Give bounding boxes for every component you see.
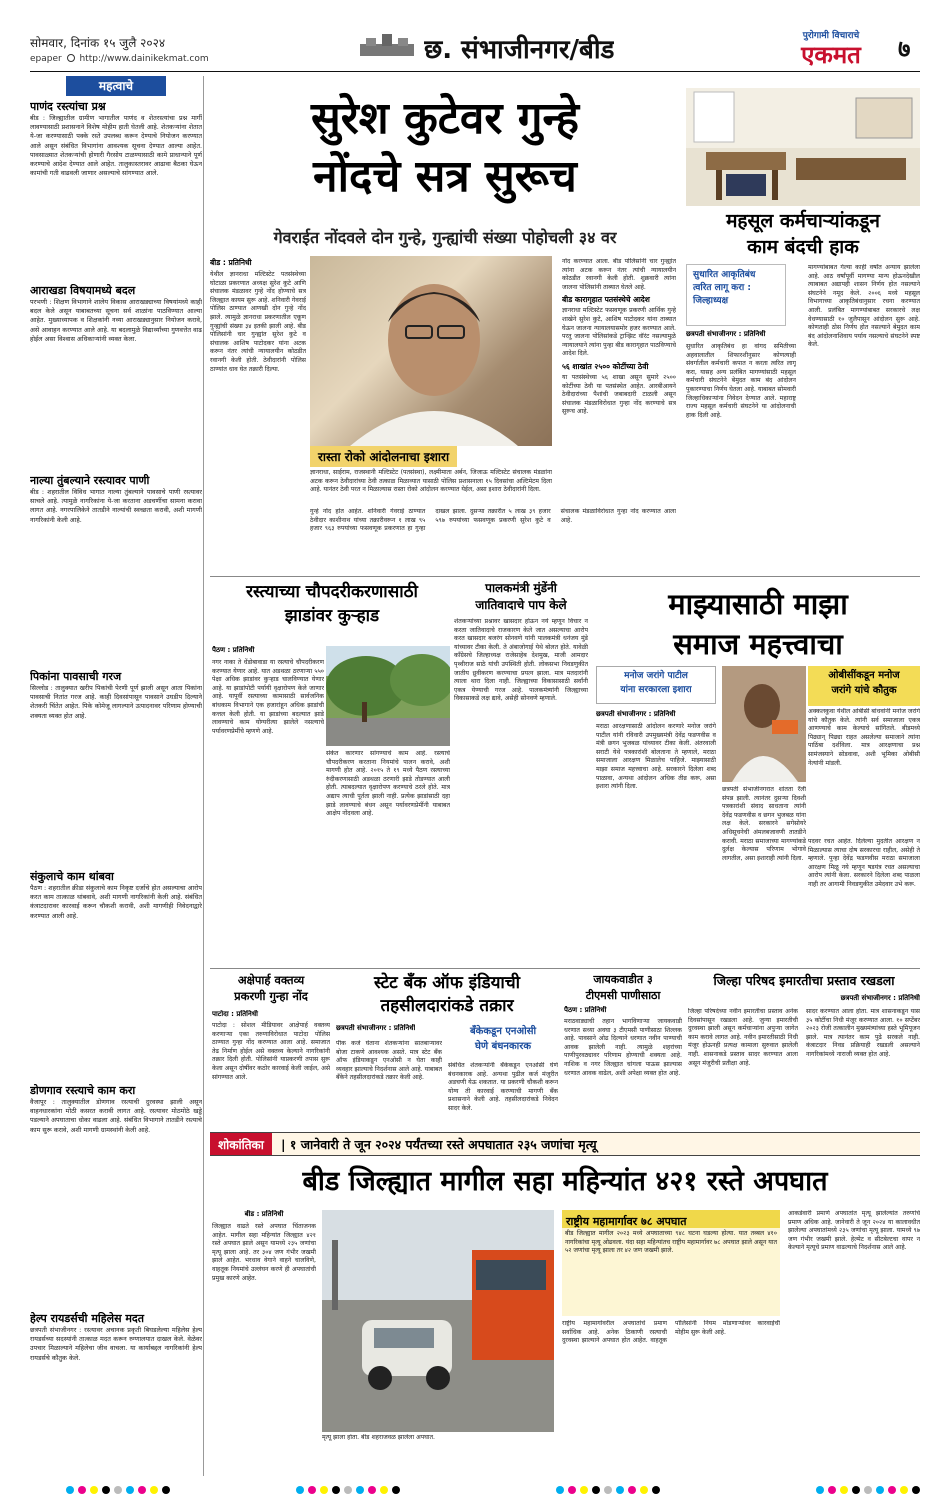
highlights-tag (66, 76, 166, 96)
registration-dot (126, 1486, 134, 1494)
registration-dot (616, 1486, 624, 1494)
registration-dot (900, 1486, 908, 1494)
brand-logo (776, 28, 886, 70)
jarange-col4-text: पदवर रचत आहेत. दिलेल्या मुदतीत आरक्षण न मिळाल्यास त्याचा दोष सरकारचा राहील, असेही ते म्हणाले. पुन्हा देवेंद्र फडणवीस मराठा समाजाला आरक्षण मिळू नये म्हणून षडयंत्र रचत असल्याचा आरोप त्यांनी केला. सरकारने दिलेला शब्द पाळला नाही तर आगामी निवडणुकीत उमेदवार उभे करू. (808, 838, 920, 888)
left-item-title: डोणगाव रस्त्याचे काम करा (30, 1084, 136, 1097)
sbi-column-1 (336, 1040, 442, 1128)
jarange-subhead-box (596, 666, 716, 704)
strike-headline-line1: महसूल कर्मचाऱ्यांकडून (726, 210, 880, 232)
complaint-dateline: पाटोदा : प्रतिनिधी (212, 1010, 258, 1018)
left-item-title: हेल्प रायडर्सची महिलेस मदत (30, 1312, 145, 1325)
brand-tagline: पुरोगामी विचाराचे (802, 31, 860, 41)
road-headline-line1: रस्त्याच्या चौपदरीकरणासाठी (246, 582, 418, 602)
sbi-headline-line2: तहसीलदारांकडे तक्रार (380, 996, 514, 1016)
accident-column-4 (788, 1210, 920, 1476)
lead-col2-caption: रास्ता रोको आंदोलनाचा इशारा (310, 446, 457, 467)
road-column-1 (212, 646, 324, 964)
left-item-body: परभणी : शिक्षण विभागाने शालेय विकास आराखड्याच्या विषयांमध्ये काही बदल केले असून याबाबतच्या सूचना सर्व शाळांना पाठविण्यात आल्या आहेत. मुख्याध्यापक व शिक्षकांनी नव्या आराखड्यानुसार नियोजन करावे, असे आवाहन करण्यात आले आहे. या बदलामुळे विद्यार्थ्यांच्या गुणवत्तेत वाढ होईल असा विश्वास अधिकाऱ्यांनी व्यक्त केला. (30, 298, 202, 343)
registration-dot (78, 1486, 86, 1494)
strike-sub-line1: सुधारित आकृतिबंध (693, 270, 756, 280)
registration-dot (392, 1486, 400, 1494)
jarange-column-2 (722, 786, 806, 964)
road-col1-text: नगर नाका ते धेंडोबावाडा या रस्त्याचे चौपदरीकरण करण्यात येणार आहे. यात अडथळा ठरणाऱ्या ५५० पेक्षा अधिक झाडांवर कुऱ्हाड चालविण्यात येणार आहे. या झाडांपोटी पर्यायी वृक्षारोपण केले जाणार आहे. यापूर्वी रस्त्याच्या कामासाठी सार्वजनिक बांधकाम विभागाने एक हजारांहून अधिक झाडांची कत्तल केली होती. या झाडांच्या बदल्यात झाडे लावण्याचे काम योग्यरीत्या झालेले नसल्याचे पर्यावरणप्रेमींचे म्हणणे आहे. (212, 659, 324, 735)
jarange-sub-line1: मनोज जरांगे पाटील (624, 671, 688, 681)
page-number: ७ (898, 35, 911, 63)
accident-col3-text: राष्ट्रीय महामार्गावरील अपघातांचे प्रमाण सर्वाधिक आहे. अनेक ठिकाणी रस्त्याची दुरवस्था झाल्याने अपघात होत आहेत. वाहतूक पोलिसांनी नियम मोडणाऱ्यांवर कारवाईची मोहीम सुरू केली आहे. (562, 1320, 780, 1345)
zp-column-2 (806, 1008, 920, 1128)
left-item-body: वैजापूर : तालुक्यातील डोणगाव रस्त्याची दुरवस्था झाली असून वाहनधारकांना मोठी कसरत करावी लागत आहे. रस्त्यावर मोठमोठे खड्डे पडल्याने अपघाताचा धोका वाढला आहे. संबंधित विभागाने तातडीने रस्त्याचे काम सुरू करावे, अशी मागणी ग्रामस्थांनी केली आहे. (30, 1098, 202, 1134)
suresh-kute-photo (310, 256, 552, 446)
sbi-subhead-box (448, 1024, 558, 1058)
road-dateline: पैठण : प्रतिनिधी (212, 646, 255, 654)
accident-dateline: बीड : प्रतिनिधी (244, 1210, 284, 1218)
strike-headline (686, 208, 920, 260)
banner-label: शोकांतिका (210, 1133, 272, 1156)
sbi-dateline: छत्रपती संभाजीनगर : प्रतिनिधी (336, 1024, 416, 1032)
jaikwadi-body-text: मराठवाड्याची तहान भागविणाऱ्या जायकवाडी धरणात सध्या अवघा ३ टीएमसी पाणीसाठा शिल्लक आहे. पावसाने ओढ दिल्याने धरणात नवीन पाण्याची आवक झालेली नाही. त्यामुळे शहरांच्या पाणीपुरवठ्यावर परिणाम होण्याची शक्यता आहे. नाशिक व नगर जिल्ह्यात चांगला पाऊस झाल्यास धरणात आवक वाढेल, अशी अपेक्षा व्यक्त होत आहे. (564, 1018, 682, 1077)
registration-dot (66, 1486, 74, 1494)
road-headline-line2: झाडांवर कुऱ्हाड (284, 606, 380, 626)
accident-column-1 (212, 1210, 316, 1476)
left-item-title: पाणंद रस्त्यांचा प्रश्न (30, 100, 106, 113)
left-item-4 (30, 670, 202, 870)
complaint-body-text: पाटोदा : सोशल मीडियावर आक्षेपार्ह वक्तव्य करणाऱ्या एका तरुणाविरोधात पाटोदा पोलिस ठाण्यात गुन्हा नोंद करण्यात आला आहे. समाजात तेढ निर्माण होईल असे वक्तव्य केल्याने नागरिकांनी तक्रार दिली होती. पोलिसांनी याप्रकरणी तपास सुरू केला असून दोषींवर कठोर कारवाई केली जाईल, असे सांगण्यात आले. (212, 1022, 330, 1081)
website-link[interactable]: http://www.dainikekmat.com (79, 54, 209, 64)
lead-col1-text: येथील ज्ञानराधा मल्टिस्टेट पतसंस्थेच्या घोटाळा प्रकरणात अध्यक्ष सुरेश कुटे आणि संचालक मंडळावर गुन्हे नोंद होण्याचे सत्र जिल्ह्यात कायम सुरू आहे. शनिवारी गेवराई पोलिस ठाण्यात आणखी दोन गुन्हे नोंद झाले. त्यामुळे ज्ञानराधा प्रकरणातील एकूण गुन्ह्यांची संख्या ३४ इतकी झाली आहे. बीड पोलिसांनी चार गुन्ह्यांत सुरेश कुटे व संचालक आशिष पाटोदकर यांना अटक करून नंतर त्यांची न्यायालयीन कोठडीत रवानगी केली होती. ठेवीदारांनी पोलिस ठाण्यांत धाव घेत तक्रारी दिल्या. (210, 271, 306, 373)
strike-column-1 (686, 330, 796, 570)
left-item-5 (30, 870, 202, 1084)
jaikwadi-headline-line2: टीएमसी पाणीसाठा (585, 989, 661, 1002)
lead-bottom-body: गुन्हे नोंद होत आहेत. शनिवारी गेवराई ठाण्यात ठेवीदार काशीनाथ यांच्या तक्रारीवरून १ लाख ९५ हजार ९६३ रुपयांच्या फसवणूक प्रकरणात हा गुन्हा दाखल झाला. दुसऱ्या तक्रारीत ५ लाख ३९ हजार ५९७ रुपयांच्या फसवणूक प्रकरणी सुरेश कुटे व संचालक मंडळाविरोधात गुन्हा नोंद करण्यात आला आहे. (310, 508, 676, 533)
globe-icon (67, 54, 75, 62)
jarange-headline-line1: माझ्यासाठी माझा (668, 587, 848, 621)
registration-dot (162, 1486, 170, 1494)
registration-dot (320, 1486, 328, 1494)
lead-subhead: गेवराईत नोंदवले दोन गुन्हे, गुन्ह्यांची संख्या पोहोचली ३४ वर (273, 228, 617, 247)
sbi-sub-line1: बँकेकडून एनओसी (469, 1026, 537, 1037)
lead-col3-text: नोंद करण्यात आला. बीड पोलिसांनी चार गुन्ह्यांत त्यांना अटक करून नंतर त्यांची न्यायालयीन कोठडीत रवानगी केली होती. शुक्रवारी त्यांना जालना पोलिसांनी ताब्यात घेतले आहे. (562, 258, 676, 291)
registration-dot (556, 1486, 564, 1494)
epaper-line (30, 54, 209, 64)
highway-box (562, 1228, 780, 1316)
lead-col3-subhead-2: ५६ शाखांत २५०० कोटींच्या ठेवी (562, 361, 649, 371)
jarange-headline-line2: समाज महत्त्वाचा (673, 627, 843, 661)
registration-dot (816, 1486, 824, 1494)
registration-dot (380, 1486, 388, 1494)
obc-praise-box (808, 666, 920, 706)
sbi-headline (336, 972, 558, 1018)
strike-headline-line2: काम बंदची हाक (747, 236, 859, 258)
section-title: छ. संभाजीनगर/बीड (424, 35, 615, 65)
registration-dot (332, 1486, 340, 1494)
highway-body-text: बीड जिल्ह्यात मागील २०२३ मध्ये अपघाताच्या ९४८ घटना घडल्या होत्या. यात तब्बल ४१० नागरिकांचा मृत्यू ओढवला. यंदा सहा महिन्यांतच राष्ट्रीय महामार्गावर ७८ अपघात झाले असून यात ५२ जणांचा मृत्यू झाला तर ४२ जण जखमी झाले. (565, 1230, 777, 1255)
registration-dot (102, 1486, 110, 1494)
header-rule (30, 71, 920, 72)
lead-dateline: बीड : प्रतिनिधी (210, 258, 252, 267)
lead-col2-text: ज्ञानराधा, साईराम, राजस्थानी मल्टिस्टेट (पतसंस्था), लक्ष्मीमाता अर्बन, जिजाऊ मल्टिस्टेट संचालक मंडळांना अटक करून ठेवीदारांच्या ठेवी तत्काळ मिळाव्यात यासाठी पोलिस प्रशासनाला १५ दिवसांचा अल्टिमेटम दिला आहे. यानंतर ठेवी परत न मिळाल्यास रास्ता रोको आंदोलन करण्यात येईल, असा इशारा ठेवीदारांनी दिला. (310, 469, 552, 494)
accident-column-3 (562, 1320, 780, 1476)
highway-tag (562, 1210, 780, 1228)
jarange-col2-text: छत्रपती संभाजीनगरात शांतता रॅली संपन्न झाली. त्यानंतर दुसऱ्या दिवशी पत्रकारांशी संवाद साधताना त्यांनी देवेंद्र फडणवीस व छगन भुजबळ यांना लक्ष केले. सरकारने सगेसोयरे अधिसूचनेची अंमलबजावणी तातडीने करावी. मराठा समाजाच्या मागण्यांकडे दुर्लक्ष केल्यास परिणाम भोगावे लागतील, असा इशाराही त्यांनी दिला. (722, 786, 806, 862)
strike-sub-line2: त्वरित लागू करा : (693, 283, 751, 293)
registration-dot (604, 1486, 612, 1494)
road-headline (212, 580, 452, 628)
accident-photo (322, 1210, 554, 1432)
jarange-column-3 (808, 708, 920, 834)
cm-headline (454, 580, 588, 614)
epaper-label: epaper (30, 54, 62, 64)
lead-col3b-text: ज्ञानराधा मल्टिस्टेट फसवणूक प्रकरणी आर्थिक गुन्हे शाखेने सुरेश कुटे, आशिष पाटोदकर यांना ताब्यात घेऊन जालना न्यायालयासमोर हजर करण्यात आले. परतु जालना पोलिसांकडे ट्रान्झिट वॉरंट नसल्यामुळे न्यायालयाने त्यांना पुन्हा बीड कारागृहात पाठविण्याचे आदेश दिले. (562, 307, 676, 358)
cm-body-text: शेतकऱ्यांच्या प्रश्नावर खासदार होऊन नये म्हणून विचार न करता जातिवादाचे राजकारण केले जात असल्याचा आरोप करत खासदार बजरंग सोनवणे यांनी पालकमंत्री धनंजय मुंडे यांच्यावर टीका केली. ते अंबाजोगाई येथे बोलत होते. यावेळी काँग्रेसचे जिल्हाध्यक्ष राजेसाहेब देशमुख, माजी आमदार पृथ्वीराज साठे यांची उपस्थिती होती. लोकसभा निवडणुकीत जातीय ध्रुवीकरण करण्याचा प्रयत्न झाला. मात्र मतदारांनी त्याला थारा दिला नाही. जिल्ह्याच्या विकासासाठी सर्वांनी एकत्र येण्याची गरज आहे. पालकमंत्र्यांनी जिल्ह्याच्या विकासाकडे लक्ष द्यावे, असेही सोनवणे म्हणाले. (454, 618, 588, 703)
accident-caption-text: मृत्यू झाला होता. बीड शहराजवळ झालेला अपघात. (322, 1434, 436, 1441)
jarange-col1-text: मराठा आरक्षणासाठी आंदोलन करणारे मनोज जरांगे पाटील यांनी रविवारी उपमुख्यमंत्री देवेंद्र फडणवीस व मंत्री छगन भुजबळ यांच्यावर टीका केली. अंतरवाली सराटी येथे पत्रकारांशी बोलताना ते म्हणाले, मराठा समाजाला आरक्षण मिळालेच पाहिजे. माझ्यासाठी माझा समाज महत्त्वाचा आहे. सरकारने दिलेला शब्द पाळावा, अन्यथा आंदोलन अधिक तीव्र करू, असा इशारा त्यांनी दिला. (596, 723, 716, 791)
jarange-photo (722, 666, 806, 782)
registration-dot (888, 1486, 896, 1494)
accident-col4-text: आकडेवारी प्रमाणे अपघातांत मृत्यू झालेल्यांत तरुणांचे प्रमाण अधिक आहे. जानेवारी ते जून २०२४ या कालावधीत झालेल्या अपघातांमध्ये २३५ जणांचा मृत्यू झाला. यामध्ये ९७ जण गंभीर जखमी झाले. हेल्मेट व सीटबेल्टचा वापर न केल्याने मृत्यूचे प्रमाण वाढल्याचे निदर्शनास आले आहे. (788, 1210, 920, 1252)
mid-rule-2 (210, 968, 920, 969)
left-item-body: बीड : शहरातील विविध भागात नाल्या तुंबल्याने पावसाचे पाणी रस्त्यावर साचले आहे. त्यामुळे नागरिकांना ये-जा करताना अडचणींचा सामना करावा लागत आहे. नगरपालिकेने तातडीने नाल्यांची स्वच्छता करावी, अशी मागणी नागरिकांनी केली आहे. (30, 488, 202, 524)
registration-dot (912, 1486, 920, 1494)
sbi-column-2 (448, 1062, 558, 1128)
complaint-headline-line2: प्रकरणी गुन्हा नोंद (234, 989, 308, 1003)
zp-col2-text: सादर करण्यात आला होता. मात्र शासनाकडून यास ३५ कोटींचा निधी मंजूर करण्यात आला. १० सप्टेंबर २०२३ रोजी तत्कालीन मुख्यमंत्र्यांच्या हस्ते भूमिपूजन झाले. मात्र त्यानंतर काम पुढे सरकले नाही. कंत्राटदार निवड प्रक्रियाही रखडली असल्याने नागरिकांमध्ये नाराजी व्यक्त होत आहे. (806, 1008, 920, 1058)
cm-body (454, 618, 588, 964)
obc-praise-line2: जरांगे यांचे कौतुक (831, 685, 897, 696)
left-item-3 (30, 474, 202, 670)
highway-tag-text: राष्ट्रीय महामार्गावर ७८ अपघात (566, 1215, 687, 1228)
zp-dateline: छत्रपती संभाजीनगर : प्रतिनिधी (840, 994, 920, 1002)
cm-headline-line1: पालकमंत्री मुंडेंनी (485, 581, 557, 595)
lead-headline-line2: नोंदचे सत्र सुरूच (313, 151, 577, 202)
registration-dot (568, 1486, 576, 1494)
accident-col1-text: जिल्ह्यात वाढते रस्ते अपघात चिंताजनक आहेत. मागील सहा महिन्यांत जिल्ह्यात ४२१ रस्ते अपघात झाले असून यामध्ये २३५ जणांचा मृत्यू झाला आहे. तर ३०४ जण गंभीर जखमी झाले आहेत. भरधाव वेगाने वाहने चालविणे, वाहतूक नियमांचे उल्लंघन करणे ही अपघातांची प्रमुख कारणे आहेत. (212, 1223, 316, 1282)
complaint-headline-line1: अक्षेपार्ह वक्तव्य (237, 973, 305, 987)
strike-subhead-box (686, 264, 786, 326)
left-item-title: आराखडा विषयामध्ये बदल (30, 284, 136, 297)
cm-headline-line2: जातिवादाचे पाप केले (475, 598, 567, 612)
jaikwadi-headline-line1: जायकवाडीत ३ (593, 973, 653, 986)
strike-sub-line3: जिल्हाध्यक्ष (693, 296, 729, 306)
registration-dot (308, 1486, 316, 1494)
registration-dot (138, 1486, 146, 1494)
registration-dot (368, 1486, 376, 1494)
left-item-title: पिकांना पावसाची गरज (30, 670, 122, 683)
sbi-headline-line1: स्टेट बँक ऑफ इंडियाची (373, 973, 521, 993)
left-item-7 (30, 1312, 202, 1476)
zp-col1-text: जिल्हा परिषदेच्या नवीन इमारतीचा प्रस्ताव अनेक दिवसांपासून रखडला आहे. जुन्या इमारतीची दुरवस्था झाली असून कर्मचाऱ्यांना अपुऱ्या जागेत काम करावे लागत आहे. नवीन इमारतीसाठी निधी मंजूर होऊनही प्रत्यक्ष कामाला सुरुवात झालेली नाही. शासनाकडे प्रस्ताव सादर करण्यात आला असून मंजुरीची प्रतीक्षा आहे. (688, 1008, 798, 1067)
road-column-2 (326, 750, 450, 964)
issue-date: सोमवार, दिनांक १५ जुलै २०२४ (30, 36, 166, 50)
obc-praise-line1: ओबीसींकडून मनोज (828, 670, 900, 681)
accident-photo-caption (322, 1434, 554, 1476)
registration-dot (580, 1486, 588, 1494)
strike-col2-text: मागण्यांबाबत गेल्या काही वर्षांत अन्याय झालेला आहे. आठ वर्षांपूर्वी मागण्या मान्य होऊनदेखील त्याबाबत अद्यापही शासन निर्णय होत नसल्याने संघटनेने नमूद केले. २००६ मध्ये महसूल विभागाच्या आकृतिबंधानुसार रचना करण्यात आली. प्रलंबित मागण्यांबाबत सरकारचे लक्ष वेधण्यासाठी १० जुलैपासून आंदोलन सुरू आहे. कोणताही ठोस निर्णय होत नसल्याने बेमुदत काम बंद आंदोलनाशिवाय पर्याय नसल्याचे संघटनेने स्पष्ट केले. (808, 264, 920, 349)
registration-dot (90, 1486, 98, 1494)
registration-dot (592, 1486, 600, 1494)
sbi-sub-line2: घेणे बंधनकारक (474, 1041, 532, 1052)
registration-dot (150, 1486, 158, 1494)
portrait-illustration (310, 256, 552, 446)
left-item-body: छत्रपती संभाजीनगर : रस्त्यावर अचानक प्रकृती बिघडलेल्या महिलेस हेल्प रायडर्सच्या सदस्यांनी तात्काळ मदत करून रुग्णालयात दाखल केले. वेळेवर उपचार मिळाल्याने महिलेचा जीव वाचला. या कार्याबद्दल नागरिकांनी हेल्प रायडर्सचे कौतुक केले. (30, 1326, 202, 1362)
road-col2-text: संकेत कारणार सांगण्याचे काम आहे. रस्त्याचे चौपदरीकरण करताना नियमांचे पालन करावे, अशी मागणी होत आहे. २०१५ ते १९ मध्ये पैठण रस्त्याच्या रुंदीकरणासाठी अडथळा ठरणारी झाडे तोडण्यात आली होती. त्याबदल्यात वृक्षारोपण करण्याचे ठरले होते. मात्र अद्याप त्याची पूर्तता झाली नाही. प्रत्येक झाडांसाठी दहा झाडे लावण्याचे बंधन असून पर्यावरणप्रेमींनी याबाबत आक्षेप नोंदवला आहे. (326, 750, 450, 818)
left-item-title: नाल्या तुंबल्याने रस्त्यावर पाणी (30, 474, 150, 487)
jaikwadi-dateline: पैठण : प्रतिनिधी (564, 1006, 607, 1014)
complaint-body (212, 1010, 330, 1128)
left-item-title: संकुलाचे काम थांबवा (30, 870, 114, 883)
lead-column-1 (210, 258, 306, 556)
registration-dot (828, 1486, 836, 1494)
masthead (0, 0, 945, 72)
accident-headline: बीड जिल्ह्यात मागील सहा महिन्यांत ४२१ रस्ते अपघात (302, 1166, 828, 1197)
lead-bottom-text (310, 508, 676, 560)
registration-dot (296, 1486, 304, 1494)
lead-col3-subhead: बीड कारागृहात पतसंस्थेचे आदेश (562, 295, 650, 305)
jarange-headline (596, 584, 920, 664)
lead-headline (210, 90, 680, 206)
left-column (30, 76, 202, 1476)
left-item-6 (30, 1084, 202, 1312)
left-item-body: सिल्लोड : तालुक्यात खरीप पिकांची पेरणी पूर्ण झाली असून आता पिकांना पावसाची नितांत गरज आहे. काही दिवसांपासून पावसाने उघडीप दिल्याने शेतकरी चिंतेत आहेत. पिके कोमेजू लागल्याने उत्पादनावर परिणाम होण्याची शक्यता व्यक्त होत आहे. (30, 684, 202, 720)
left-item-2 (30, 284, 202, 474)
jarange-column-1 (596, 710, 716, 964)
left-column-divider (203, 76, 204, 1476)
left-item-1 (30, 100, 202, 284)
jarange-column-4 (808, 838, 920, 964)
highlights-tag-label: महत्वाचे (98, 79, 134, 93)
left-item-body: बीड : जिल्ह्यातील ग्रामीण भागातील पाणंद व शेतरस्त्यांचा प्रश्न मार्गी लावण्यासाठी प्रशासनाने विशेष मोहीम हाती घेतली आहे. शेतकऱ्यांना शेतात ये-जा करण्यासाठी पक्के रस्ते उपलब्ध करून देण्याचे नियोजन करण्यात आले असून संबंधित विभागांना आवश्यक सूचना देण्यात आल्या आहेत. पावसाळ्यात शेतकऱ्यांची होणारी गैरसोय टाळण्यासाठी कामे प्राधान्याने पूर्ण करण्याचे आदेश देण्यात आले आहेत. तालुकास्तरावर आढावा बैठका घेऊन कामांची गती वाढवली जाणार असल्याचे सांगण्यात आले. (30, 114, 202, 178)
jarange-sub-line2: यांना सरकारला इशारा (620, 685, 692, 695)
office-photo (686, 88, 920, 206)
strike-col1-text: सुधारित आकृतिबंध हा वांगद समितीच्या अहवालातील शिफारशीनुसार कोणत्याही संवर्गातील कर्मचारी कपात न करता त्वरित लागू करा, यासह अन्य प्रलंबित मागण्यांसाठी महसूल कर्मचारी संघटनेने बेमुदत काम बंद आंदोलन पुकारण्याचा निर्णय घेतला आहे. याबाबत सोमवारी जिल्हाधिकाऱ्यांना निवेदन देण्यात आले. महाराष्ट्र राज्य महसूल कर्मचारी संघटनेने या आंदोलनाची हाक दिली आहे. (686, 343, 796, 419)
jaikwadi-body (564, 1006, 682, 1128)
brand-name: एकमत (801, 41, 861, 69)
banner-text: | १ जानेवारी ते जून २०२४ पर्यंतच्या रस्ते अपघातात २३५ जणांचा मृत्यू (280, 1137, 597, 1152)
sbi-col2-text: संबंधित शेतकऱ्यांनी बँकेकडून एनओसी घेणे बंधनकारक आहे. अन्यथा पुढील कर्ज मंजुरीत अडचणी येऊ शकतात. या प्रकरणी चौकशी करून योग्य ती कारवाई करण्याची मागणी बँक प्रशासनाने केली आहे. तहसीलदारांकडे निवेदन सादर केले. (448, 1062, 558, 1112)
registration-dot (652, 1486, 660, 1494)
registration-marks (0, 1480, 945, 1501)
accident-banner (210, 1132, 920, 1156)
strike-dateline: छत्रपती संभाजीनगर : प्रतिनिधी (686, 330, 766, 338)
lead-headline-line1: सुरेश कुटेवर गुन्हे (310, 93, 580, 144)
registration-dot (114, 1486, 122, 1494)
jarange-col3-text: अक्कलकुवा येथील ओबीसी बांधवांनी मनोज जरांगे यांचे कौतुक केले. त्यांनी सर्व समाजाला एकत्र आणण्याचे काम केल्याचे सांगितले. बीडमध्ये पिढ्यान् पिढ्या राहत असलेल्या समाजाने त्यांना पाठिंबा दर्शविला. मात्र आरक्षणाचा प्रश्न सामंजस्याने सोडवावा, अशी भूमिका ओबीसी नेत्यांनी मांडली. (808, 708, 920, 767)
registration-dot (628, 1486, 636, 1494)
mid-rule (210, 576, 920, 577)
jaikwadi-headline (564, 972, 682, 1004)
registration-dot (640, 1486, 648, 1494)
zp-headline: जिल्हा परिषद इमारतीचा प्रस्ताव रखडला (713, 973, 895, 988)
registration-dot (344, 1486, 352, 1494)
sbi-col1-text: पीक कर्ज घेताना शेतकऱ्यांना सातबाऱ्यावर बोजा टाकणे आवश्यक असते. मात्र स्टेट बँक ऑफ इंडियाकडून एनओसी न घेता काही व्यवहार झाल्याचे निदर्शनास आले आहे. याबाबत बँकेने तहसीलदारांकडे तक्रार केली आहे. (336, 1040, 442, 1082)
lead-col3c-text: या पतसंस्थेच्या ५६ शाखा असून सुमारे २५०० कोटींच्या ठेवी या पतसंस्थेत आहेत. आरबीआयने ठेवीदारांच्या पैशांची जबाबदारी टाळली असून संचालक मंडळाविरोधात गुन्हा नोंद करण्याचे सत्र सुरूच आहे. (562, 373, 676, 416)
registration-dot (840, 1486, 848, 1494)
registration-dot (876, 1486, 884, 1494)
trees-photo (326, 646, 450, 746)
complaint-headline (212, 972, 330, 1004)
left-item-body: पैठण : शहरातील क्रीडा संकुलाचे काम निकृष्ट दर्जाचे होत असल्याचा आरोप करत काम तात्काळ थांबवावे, अशी मागणी नागरिकांनी केली आहे. संबंधित कंत्राटदारावर कारवाई करून चौकशी करावी, अशी मागणीही निवेदनाद्वारे करण्यात आली आहे. (30, 884, 202, 920)
jarange-dateline: छत्रपती संभाजीनगर : प्रतिनिधी (596, 710, 676, 718)
registration-dot (356, 1486, 364, 1494)
registration-dot (864, 1486, 872, 1494)
zp-column-1 (688, 1008, 798, 1128)
city-emblem-icon (358, 32, 416, 58)
strike-column-2 (808, 264, 920, 570)
registration-dot (852, 1486, 860, 1494)
